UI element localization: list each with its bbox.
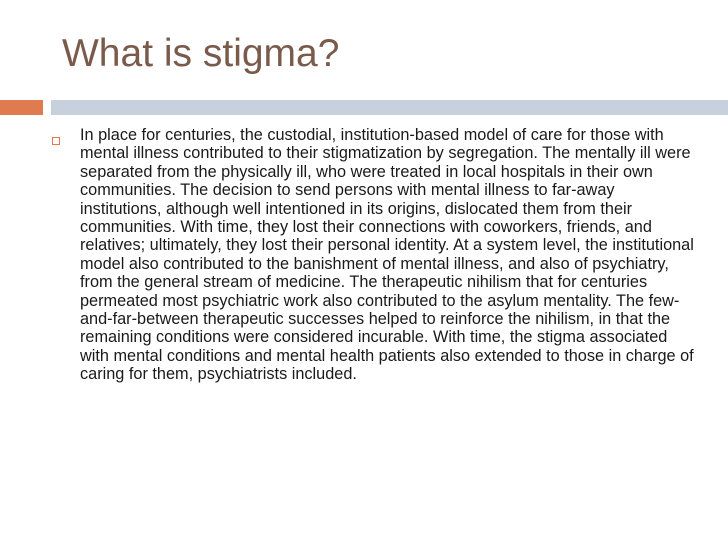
title-divider-accent <box>0 100 43 115</box>
bullet-list <box>48 126 698 384</box>
bullet-text: In place for centuries, the custodial, institution-based model of care for those with mental illness contributed to their stigmatization by segregation. The mentally ill were separated from the physically ill, who were treated in local hospitals in their own communities. The decision to send persons with mental illness to far-away institutions, although well intentioned in its origins, dislocated them from their communities. With time, they lost their connections with coworkers, friends, and relatives; ultimately, they lost their personal identity. At a system level, the institutional model also contributed to the banishment of mental illness, and also of psychiatry, from the general stream of medicine. The therapeutic nihilism that for centuries permeated most psychiatric work also contributed to the asylum mentality. The few-and-far-between therapeutic successes helped to reinforce the nihilism, in that the remaining conditions were considered incurable. With time, the stigma associated with mental conditions and mental health patients also extended to those in charge of caring for them, psychiatrists included. <box>80 126 694 384</box>
slide-title: What is stigma? <box>62 32 340 75</box>
title-divider-bar <box>51 100 728 115</box>
hollow-square-bullet-icon <box>52 137 60 145</box>
bullet-item <box>48 126 698 384</box>
